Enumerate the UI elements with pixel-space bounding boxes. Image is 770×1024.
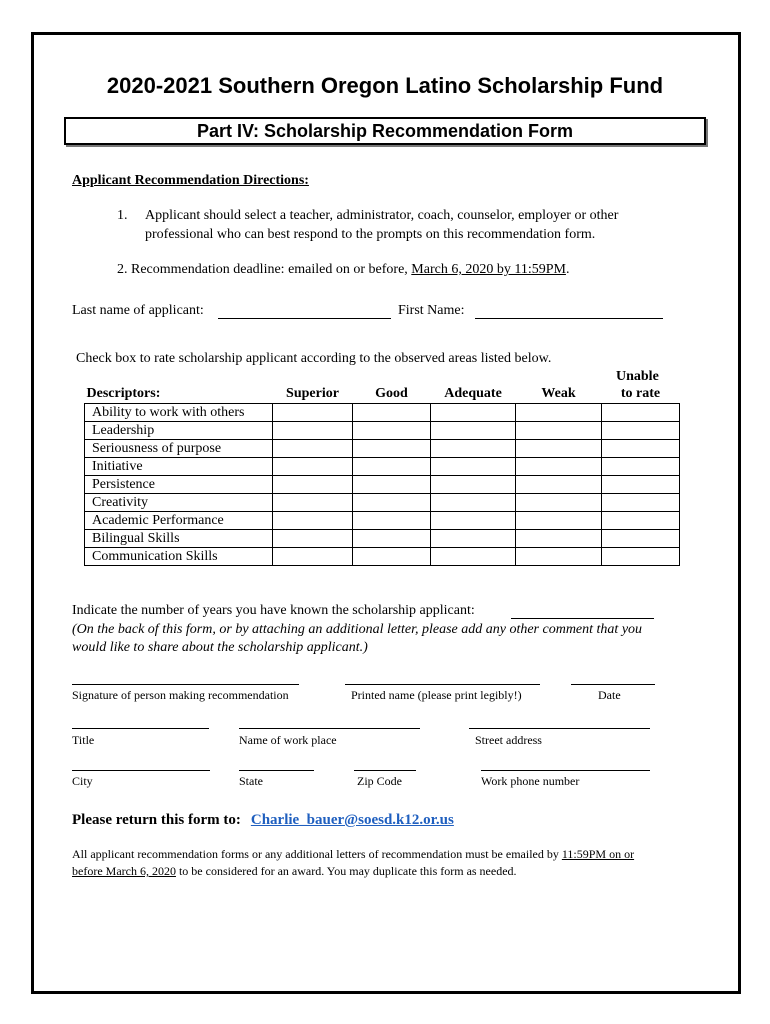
date-label: Date (598, 688, 621, 702)
descriptors-header: Descriptors: (86, 386, 161, 401)
title-label: Title (72, 733, 95, 747)
rating-row-label: Initiative (85, 458, 273, 476)
last-name-field[interactable] (218, 318, 391, 319)
phone-field[interactable] (481, 770, 650, 771)
rating-box-adequate[interactable] (431, 422, 516, 440)
work-place-field[interactable] (239, 728, 420, 729)
rating-box-adequate[interactable] (431, 494, 516, 512)
rating-box-superior[interactable] (273, 494, 353, 512)
signature-label: Signature of person making recommendation (72, 688, 289, 702)
rating-box-unable[interactable] (602, 494, 680, 512)
state-field[interactable] (239, 770, 314, 771)
return-line (72, 812, 454, 829)
rating-box-superior[interactable] (273, 530, 353, 548)
rating-box-superior[interactable] (273, 548, 353, 566)
rating-row (85, 458, 680, 476)
rating-table (84, 384, 680, 566)
footer-deadline-b: before March 6, 2020 (72, 864, 176, 878)
rating-box-weak[interactable] (516, 476, 602, 494)
state-label: State (239, 774, 263, 788)
rating-box-good[interactable] (353, 476, 431, 494)
form-title: 2020-2021 Southern Oregon Latino Scholarship Fund (106, 73, 664, 98)
rating-box-adequate[interactable] (431, 512, 516, 530)
rating-box-weak[interactable] (516, 548, 602, 566)
last-name-label: Last name of applicant: (72, 303, 204, 318)
rating-box-unable[interactable] (602, 422, 680, 440)
col-unable: to rate (620, 386, 661, 401)
direction-1-number: 1. (117, 208, 128, 223)
signature-field[interactable] (72, 684, 299, 685)
first-name-label: First Name: (398, 303, 465, 318)
rating-box-unable[interactable] (602, 476, 680, 494)
date-field[interactable] (571, 684, 655, 685)
direction-1-line-1: Applicant should select a teacher, administrator, coach, counselor, employer or other (145, 208, 619, 223)
rating-row (85, 404, 680, 422)
rating-row-label: Persistence (85, 476, 273, 494)
rating-box-weak[interactable] (516, 422, 602, 440)
rating-row-label: Ability to work with others (85, 404, 273, 422)
rating-box-good[interactable] (353, 458, 431, 476)
rating-box-unable[interactable] (602, 404, 680, 422)
rating-box-unable[interactable] (602, 512, 680, 530)
rating-box-weak[interactable] (516, 494, 602, 512)
rating-instruction: Check box to rate scholarship applicant according to the observed areas listed below. (76, 351, 552, 366)
first-name-field[interactable] (475, 318, 663, 319)
rating-row (85, 548, 680, 566)
title-field[interactable] (72, 728, 209, 729)
street-label: Street address (475, 733, 542, 747)
work-place-label: Name of work place (239, 733, 337, 747)
rating-box-weak[interactable] (516, 458, 602, 476)
direction-1-line-2: professional who can best respond to the prompts on this recommendation form. (145, 227, 596, 242)
rating-row (85, 476, 680, 494)
unable-header-top: Unable (616, 369, 659, 384)
rating-box-good[interactable] (353, 530, 431, 548)
rating-row (85, 494, 680, 512)
years-label: Indicate the number of years you have known the scholarship applicant: (72, 603, 475, 618)
direction-2 (117, 262, 569, 278)
rating-row (85, 512, 680, 530)
footer-text-1: All applicant recommendation forms or any additional letters of recommendation must be emailed by (72, 847, 559, 861)
rating-row (85, 440, 680, 458)
rating-box-good[interactable] (353, 512, 431, 530)
printed-name-field[interactable] (345, 684, 540, 685)
rating-box-good[interactable] (353, 494, 431, 512)
col-weak: Weak (541, 386, 576, 401)
rating-box-superior[interactable] (273, 422, 353, 440)
rating-box-weak[interactable] (516, 404, 602, 422)
footer-note (72, 846, 672, 880)
footer-deadline-a: 11:59PM on or (561, 847, 635, 861)
years-note-line-2: would like to share about the scholarship applicant.) (72, 640, 368, 655)
phone-label: Work phone number (481, 774, 580, 788)
footer-text-2: to be considered for an award. You may duplicate this form as needed. (175, 864, 517, 878)
form-subtitle: Part IV: Scholarship Recommendation Form (64, 117, 706, 145)
rating-row-label: Leadership (85, 422, 273, 440)
rating-box-good[interactable] (353, 404, 431, 422)
city-field[interactable] (72, 770, 210, 771)
directions-heading: Applicant Recommendation Directions: (72, 173, 309, 188)
rating-box-weak[interactable] (516, 530, 602, 548)
col-adequate: Adequate (444, 386, 502, 401)
street-field[interactable] (469, 728, 650, 729)
rating-box-adequate[interactable] (431, 440, 516, 458)
rating-box-unable[interactable] (602, 530, 680, 548)
col-good: Good (375, 386, 408, 401)
zip-label: Zip Code (357, 774, 402, 788)
direction-2-text: Recommendation deadline: emailed on or before, (131, 262, 408, 277)
rating-box-superior[interactable] (273, 404, 353, 422)
direction-2-number: 2. (117, 262, 128, 277)
rating-box-unable[interactable] (602, 458, 680, 476)
rating-box-adequate[interactable] (431, 548, 516, 566)
rating-box-superior[interactable] (273, 512, 353, 530)
zip-field[interactable] (354, 770, 416, 771)
rating-box-unable[interactable] (602, 548, 680, 566)
rating-box-unable[interactable] (602, 440, 680, 458)
rating-box-adequate[interactable] (431, 458, 516, 476)
printed-name-label: Printed name (please print legibly!) (351, 688, 522, 702)
rating-row-label: Communication Skills (85, 548, 273, 566)
return-label: Please return this form to: (72, 812, 241, 828)
direction-2-end: . (565, 262, 570, 277)
rating-box-good[interactable] (353, 440, 431, 458)
city-label: City (72, 774, 93, 788)
rating-box-adequate[interactable] (431, 404, 516, 422)
return-email-link[interactable]: Charlie_bauer@soesd.k12.or.us (250, 812, 454, 828)
deadline-text: March 6, 2020 by 11:59PM (411, 262, 566, 277)
rating-row-label: Seriousness of purpose (85, 440, 273, 458)
rating-box-superior[interactable] (273, 458, 353, 476)
rating-row-label: Academic Performance (85, 512, 273, 530)
col-superior: Superior (286, 386, 339, 401)
rating-box-adequate[interactable] (431, 476, 516, 494)
rating-row-label: Bilingual Skills (85, 530, 273, 548)
rating-box-weak[interactable] (516, 440, 602, 458)
rating-row (85, 422, 680, 440)
rating-row (85, 530, 680, 548)
years-note-line-1: (On the back of this form, or by attaching an additional letter, please add any other comment that you (72, 622, 643, 637)
rating-row-label: Creativity (85, 494, 273, 512)
rating-box-adequate[interactable] (431, 530, 516, 548)
rating-box-superior[interactable] (273, 440, 353, 458)
rating-box-good[interactable] (353, 548, 431, 566)
years-field[interactable] (511, 618, 654, 619)
rating-box-weak[interactable] (516, 512, 602, 530)
rating-box-good[interactable] (353, 422, 431, 440)
rating-box-superior[interactable] (273, 476, 353, 494)
